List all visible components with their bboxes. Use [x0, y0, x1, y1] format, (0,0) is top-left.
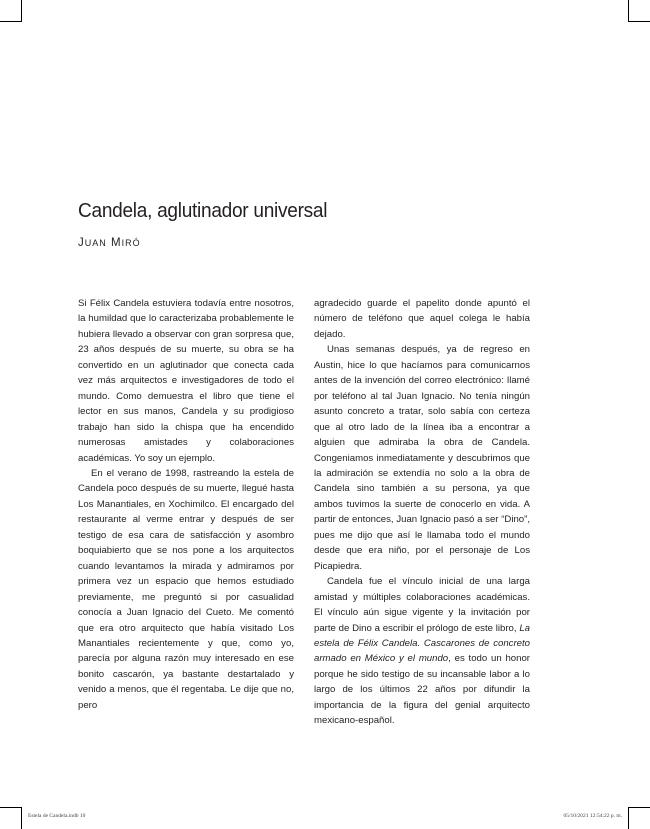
- slug-filename: Estela de Candela.indb 10: [28, 813, 86, 819]
- crop-mark: [628, 807, 650, 808]
- crop-mark: [21, 807, 22, 829]
- chapter-title: Candela, aglutinador universal: [78, 199, 328, 222]
- paragraph: Unas semanas después, ya de regreso en Austin, hice lo que hacíamos para comunicarnos antes de la invención del correo electrónico: llamé por teléfono al tal Juan Ignacio. No tenía ningún asunto concreto a tratar, solo sabía con certeza que al otro lado de la línea iba a encontrar a alguien que admiraba la obra de Candela. Congeniamos inmediatamente y descubrimos que la admiración se extendía no solo a la obra de Candela sino también a su persona, ya que ambos tuvimos la suerte de conocerlo en vida. A partir de entonces, Juan Ignacio pasó a ser “Dino”, pues me dijo que así le llamaba todo el mundo desde que era niño, por el personaje de Los Picapiedra.: [314, 344, 530, 572]
- paragraph: En el verano de 1998, rastreando la estela de Candela poco después de su muerte, llegué hasta Los Manantiales, en Xochimilco. El encargado del restaurante al verme entrar y después de ser testigo de esa cara de satisfacción y asombro boquiabierto que se nos pone a los arquitectos cuando levantamos la mirada y admiramos por primera vez un espacio que hemos estudiado previamente, me preguntó si por casualidad conocía a Juan Ignacio del Cueto. Me comentó que era otro arquitecto que había visitado Los Manantiales recientemente y que, como yo, parecía por alguna razón muy interesado en ese bonito cascarón, ya bastante destartalado y venido a menos, que él regentaba. Le dije que no, pero: [78, 467, 294, 711]
- crop-mark: [628, 0, 629, 22]
- paragraph: [314, 574, 530, 729]
- author-first-initial: J: [78, 237, 85, 249]
- paragraph-text: Candela fue el vínculo inicial de una larga amistad y múltiples colaboraciones académicas. El vínculo aún sigue vigente y la invitación por parte de Dino a escribir el prólogo de este libro,: [314, 576, 530, 634]
- crop-mark: [0, 21, 22, 22]
- author-name: [78, 237, 141, 249]
- author-first-rest: UAN: [84, 238, 107, 248]
- crop-mark: [0, 807, 22, 808]
- slug-timestamp: 05/10/2021 12:54:22 p. m.: [563, 813, 622, 819]
- paragraph: agradecido guarde el papelito donde apuntó el número de teléfono que aquel colega le había dejado.: [314, 298, 530, 340]
- paragraph-text: , es todo un honor porque he sido testigo de su incansable labor a lo largo de los últimos 22 años por difundir la importancia de la figura del genial arquitecto mexicano-español.: [314, 653, 531, 727]
- text-column-left: [78, 296, 294, 713]
- crop-mark: [21, 0, 22, 22]
- author-last-initial: M: [110, 237, 122, 249]
- crop-mark: [628, 21, 650, 22]
- crop-mark: [628, 807, 629, 829]
- text-column-right: [314, 296, 530, 729]
- paragraph: Si Félix Candela estuviera todavía entre nosotros, la humildad que lo caracterizaba probablemente le hubiera llevado a observar con gran sorpresa que, 23 años después de su muerte, su obra se ha convertido en un aglutinador que conecta cada vez más arquitectos e investigadores de todo el mundo. Como demuestra el libro que tiene el lector en sus manos, Candela y su prodigioso trabajo han sido la chispa que ha encendido numerosas amistades y colaboraciones académicas. Yo soy un ejemplo.: [78, 298, 294, 464]
- book-title: La estela de Félix Candela. Cascarones de concreto armado en México y el mundo: [314, 622, 530, 665]
- author-last-rest: IRÓ: [121, 238, 141, 248]
